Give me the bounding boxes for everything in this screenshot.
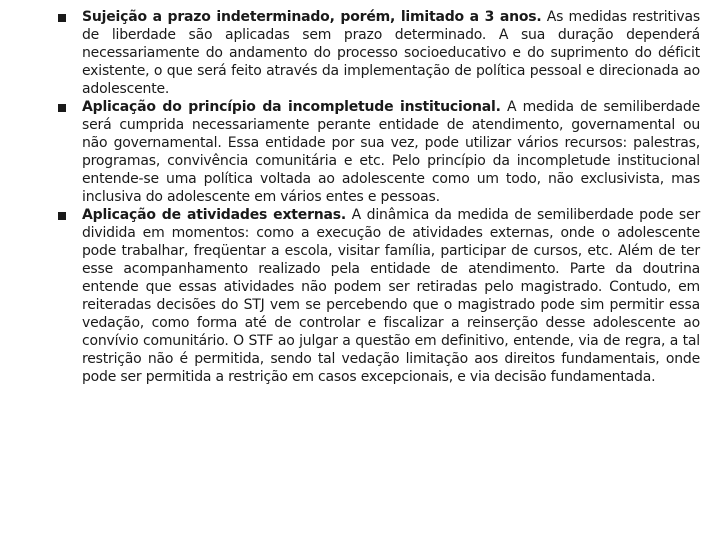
list-item (58, 8, 700, 98)
list-item (58, 206, 700, 386)
bullet-body: A dinâmica da medida de semiliberdade pode ser dividida em momentos: como a execução de atividades externas, onde o adolescente pode trabalhar, freqüentar a escola, visitar família, participar de cursos, etc. Além de ter esse acompanhamento realizado pela entidade de atendimento. Parte da doutrina entende que essas atividades não podem ser retiradas pelo magistrado. Contudo, em reiteradas decisões do STJ vem se percebendo que o magistrado pode sim permitir essa vedação, como forma até de controlar e fiscalizar a reinserção desse adolescente ao convívio comunitário. O STF ao julgar a questão em definitivo, entende, via de regra, a tal restrição não é permitida, sendo tal vedação limitação aos direitos fundamentais, onde pode ser permitida a restrição em casos excepcionais, e via decisão fundamentada. (82, 207, 700, 385)
bullet-paragraph (82, 206, 700, 386)
square-bullet-icon (58, 212, 66, 220)
bullet-list (58, 8, 700, 386)
bullet-term: Sujeição a prazo indeterminado, porém, limitado a 3 anos. (82, 9, 542, 25)
list-item (58, 98, 700, 206)
bullet-paragraph (82, 98, 700, 206)
bullet-term: Aplicação de atividades externas. (82, 207, 347, 223)
square-bullet-icon (58, 14, 66, 22)
bullet-body: As medidas restritivas de liberdade são aplicadas sem prazo determinado. A sua duração dependerá necessariamente do andamento do processo socioeducativo e do suprimento do déficit existente, o que será feito através da implementação de política pessoal e direcionada ao adolescente. (82, 9, 700, 97)
square-bullet-icon (58, 104, 66, 112)
bullet-term: Aplicação do princípio da incompletude institucional. (82, 99, 501, 115)
bullet-paragraph (82, 8, 700, 98)
bullet-body: A medida de semiliberdade será cumprida necessariamente perante entidade de atendimento, governamental ou não governamental. Essa entidade por sua vez, pode utilizar vários recursos: palestras, programas, convivência comunitária e etc. Pelo princípio da incompletude institucional entende-se uma política voltada ao adolescente como um todo, não exclusivista, mas inclusiva do adolescente em vários entes e pessoas. (82, 99, 700, 205)
